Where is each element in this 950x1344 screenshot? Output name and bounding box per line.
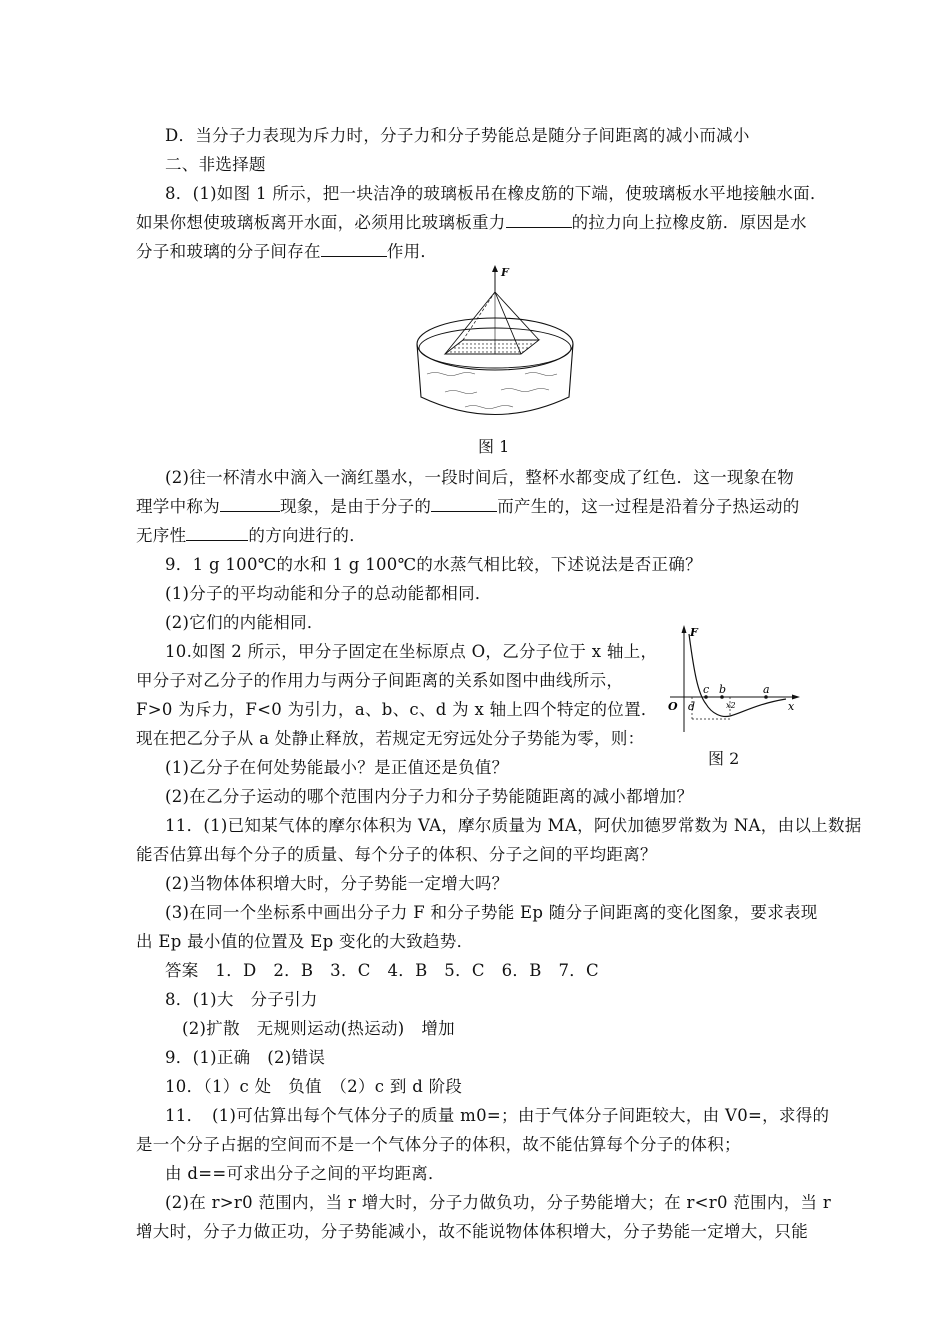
answer-blank bbox=[321, 241, 387, 257]
q8-text-b: 的拉力向上拉橡皮筋．原因是水 bbox=[571, 213, 807, 232]
option-d-text: D．当分子力表现为斥力时，分子力和分子势能总是随分子间距离的减小而减小 bbox=[165, 126, 750, 145]
q8-text-f: 现象，是由于分子的 bbox=[280, 497, 432, 516]
q8-part2-line1: (2)往一杯清水中滴入一滴红墨水，一段时间后，整杯水都变成了红色．这一现象在物 bbox=[165, 468, 795, 487]
q11-part1-line1: 11．(1)已知某气体的摩尔体积为 VA，摩尔质量为 MA，阿伏加德罗常数为 NA，由以上数据 bbox=[165, 816, 862, 835]
point-b-label: b bbox=[719, 683, 727, 696]
q9-part2: (2)它们的内能相同． bbox=[165, 613, 324, 632]
answer-blank bbox=[431, 496, 497, 512]
q10-line1: 10.如图 2 所示，甲分子固定在坐标原点 O，乙分子位于 x 轴上， bbox=[165, 642, 658, 661]
q11-part3-line2: 出 Ep 最小值的位置及 Ep 变化的大致趋势． bbox=[136, 932, 474, 951]
answer-10: 10．（1）c 处 负值 （2）c 到 d 阶段 bbox=[165, 1077, 463, 1096]
figure-1-caption: 图 1 bbox=[478, 437, 510, 456]
answer-9: 9．(1)正确 (2)错误 bbox=[165, 1048, 326, 1067]
figure-2-caption: 图 2 bbox=[708, 749, 740, 768]
q10-part1: (1)乙分子在何处势能最小？是正值还是负值？ bbox=[165, 758, 509, 777]
answer-blank bbox=[186, 525, 248, 541]
answer-blank bbox=[220, 496, 280, 512]
answer-blank bbox=[506, 212, 572, 228]
y-axis-label: F bbox=[690, 626, 698, 639]
q11-part1-line2: 能否估算出每个分子的质量、每个分子的体积、分子之间的平均距离？ bbox=[136, 845, 657, 864]
figure-1-tub-diagram bbox=[405, 262, 585, 432]
section-heading: 二、非选择题 bbox=[165, 155, 266, 174]
point-c-label: c bbox=[703, 683, 710, 696]
x-axis-label: x bbox=[788, 700, 795, 713]
answer-11-line4: (2)在 r>r0 范围内，当 r 增大时，分子力做负功，分子势能增大；在 r<r0 范围内，当 r bbox=[165, 1193, 832, 1212]
q8-part2-line2 bbox=[136, 496, 800, 518]
q8-part1-line2 bbox=[136, 212, 807, 234]
q9-part1: (1)分子的平均动能和分子的总动能都相同． bbox=[165, 584, 492, 603]
q8-text-h: 无序性 bbox=[136, 526, 187, 545]
q10-line4: 现在把乙分子从 a 处静止释放，若规定无穷远处分子势能为零，则： bbox=[136, 729, 645, 748]
origin-label: O bbox=[668, 700, 678, 713]
answer-11-line1: 11． (1)可估算出每个气体分子的质量 m0=；由于气体分子间距较大，由 V0=，求得的 bbox=[165, 1106, 830, 1125]
point-d-label: d bbox=[688, 700, 696, 713]
q8-text-a: 如果你想使玻璃板离开水面，必须用比玻璃板重力 bbox=[136, 213, 506, 232]
point-a-label: a bbox=[763, 683, 770, 696]
q8-text-g: 而产生的，这一过程是沿着分子热运动的 bbox=[497, 497, 800, 516]
q8-text-d: 作用． bbox=[386, 242, 438, 261]
answer-11-line3: 由 d==可求出分子之间的平均距离． bbox=[165, 1164, 445, 1183]
q9-stem: 9．1 g 100℃的水和 1 g 100℃的水蒸气相比较，下述说法是否正确？ bbox=[165, 555, 702, 574]
q8-text-e: 理学中称为 bbox=[136, 497, 220, 516]
figure-2-force-graph bbox=[660, 622, 805, 740]
q8-part1-line3 bbox=[136, 241, 437, 263]
q8-text-c: 分子和玻璃的分子间存在 bbox=[136, 242, 321, 261]
answer-11-line2: 是一个分子占据的空间而不是一个气体分子的体积，故不能估算每个分子的体积； bbox=[136, 1135, 741, 1154]
answer-8-2: (2)扩散 无规则运动(热运动) 增加 bbox=[182, 1019, 455, 1038]
q11-part2: (2)当物体体积增大时，分子势能一定增大吗？ bbox=[165, 874, 509, 893]
q10-line2: 甲分子对乙分子的作用力与两分子间距离的关系如图中曲线所示， bbox=[136, 671, 624, 690]
q8-part2-line3 bbox=[136, 525, 366, 547]
q8-text-i: 的方向进行的． bbox=[248, 526, 367, 545]
q11-part3-line1: (3)在同一个坐标系中画出分子力 F 和分子势能 Ep 随分子间距离的变化图象，要求表现 bbox=[165, 903, 818, 922]
q10-line3: F>0 为斥力，F<0 为引力，a、b、c、d 为 x 轴上四个特定的位置． bbox=[136, 700, 658, 719]
q10-part2: (2)在乙分子运动的哪个范围内分子力和分子势能随距离的减小都增加？ bbox=[165, 787, 694, 806]
q8-part1-line1: 8．(1)如图 1 所示，把一块洁净的玻璃板吊在橡皮筋的下端，使玻璃板水平地接触水面． bbox=[165, 184, 827, 203]
answers-choice: 答案 1．D 2．B 3．C 4．B 5．C 6．B 7．C bbox=[165, 961, 599, 980]
answer-8-1: 8．(1)大 分子引力 bbox=[165, 990, 318, 1009]
force-label: F bbox=[501, 266, 509, 279]
point-x2-label: x2 bbox=[726, 701, 736, 710]
answer-11-line5: 增大时，分子力做正功，分子势能减小，故不能说物体体积增大，分子势能一定增大，只能 bbox=[136, 1222, 808, 1241]
